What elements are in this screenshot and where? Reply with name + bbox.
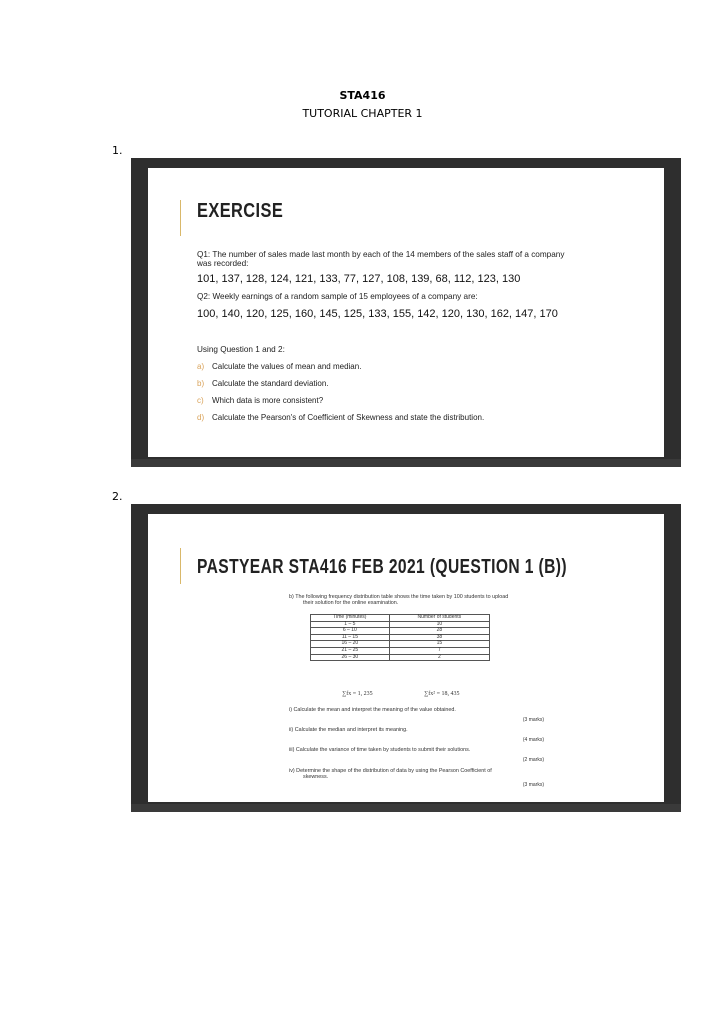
task-bullet: b)	[197, 379, 205, 388]
part-ii-marks: (4 marks)	[522, 737, 544, 743]
q2-intro: Q2: Weekly earnings of a random sample of 15 employees of a company are:	[197, 292, 478, 301]
table-cell: 28	[389, 628, 489, 635]
sum-fx2: ∑fx² = 18, 435	[424, 691, 460, 697]
table-header: Time (minutes)	[311, 615, 390, 622]
accent-line	[180, 200, 181, 236]
part-i-text: i) Calculate the mean and interpret the meaning of the value obtained.	[289, 707, 456, 713]
part-iv-marks: (3 marks)	[522, 782, 544, 788]
slide-heading: PASTYEAR STA416 FEB 2021 (QUESTION 1 (B))	[197, 556, 567, 578]
slide-2	[148, 514, 664, 802]
table-cell: 26 – 30	[311, 654, 390, 661]
table-cell: 15	[389, 641, 489, 648]
q1-intro-cont: was recorded:	[197, 259, 249, 268]
task-item	[197, 396, 323, 405]
task-bullet: c)	[197, 396, 204, 405]
slide-toolbar	[131, 804, 681, 812]
task-text: Calculate the values of mean and median.	[212, 362, 362, 371]
task-text: Calculate the Pearson's of Coefficient of Skewness and state the distribution.	[212, 413, 485, 422]
q1-data: 101, 137, 128, 124, 121, 133, 77, 127, 108, 139, 68, 112, 123, 130	[197, 273, 521, 285]
task-bullet: d)	[197, 413, 205, 422]
task-text: Calculate the standard deviation.	[212, 379, 329, 388]
table-header-row	[311, 615, 490, 622]
using-text: Using Question 1 and 2:	[197, 345, 285, 354]
document-title: STA416	[339, 89, 386, 102]
table-row	[311, 621, 490, 628]
part-iii-marks: (2 marks)	[522, 757, 544, 763]
document-subtitle: TUTORIAL CHAPTER 1	[302, 107, 423, 120]
table-cell: 16 – 20	[311, 641, 390, 648]
part-ii-text: ii) Calculate the median and interpret its meaning.	[289, 727, 408, 733]
task-item	[197, 379, 329, 388]
task-bullet: a)	[197, 362, 205, 371]
slide-1	[148, 168, 664, 457]
table-header: Number of students	[389, 615, 489, 622]
table-row	[311, 628, 490, 635]
table-row	[311, 634, 490, 641]
part-iv-text-cont: skewness.	[303, 774, 329, 780]
slide-frame-2	[131, 504, 681, 812]
q1-intro: Q1: The number of sales made last month by each of the 14 members of the sales staff of a company	[197, 250, 565, 259]
q2-data: 100, 140, 120, 125, 160, 145, 125, 133, 155, 142, 120, 130, 162, 147, 170	[197, 308, 558, 320]
part-iv-text: iv) Determine the shape of the distribution of data by using the Pearson Coefficient of	[289, 768, 492, 774]
part-i-marks: (3 marks)	[522, 717, 544, 723]
slide-toolbar	[131, 459, 681, 467]
table-cell: 6 – 10	[311, 628, 390, 635]
accent-line	[180, 548, 181, 584]
intro-line-1: b) The following frequency distribution table shows the time taken by 100 students to upload	[289, 594, 509, 600]
table-cell: 1 – 5	[311, 621, 390, 628]
item-number-2: 2.	[112, 490, 123, 503]
table-cell: 11 – 15	[311, 634, 390, 641]
table-cell: 2	[389, 654, 489, 661]
table-cell: 10	[389, 621, 489, 628]
task-text: Which data is more consistent?	[212, 396, 324, 405]
table-cell: 7	[389, 647, 489, 654]
frequency-table	[310, 614, 490, 661]
table-row	[311, 647, 490, 654]
table-row	[311, 641, 490, 648]
task-item	[197, 413, 484, 422]
slide-heading: EXERCISE	[197, 200, 284, 222]
item-number-1: 1.	[112, 144, 123, 157]
table-row	[311, 654, 490, 661]
part-iii-text: iii) Calculate the variance of time taken by students to submit their solutions.	[289, 747, 471, 753]
task-item	[197, 362, 361, 371]
intro-line-2: their solution for the online examination.	[303, 600, 399, 606]
table-cell: 21 – 25	[311, 647, 390, 654]
sum-fx: ∑fx = 1, 235	[342, 691, 373, 697]
slide-frame-1	[131, 158, 681, 467]
table-cell: 38	[389, 634, 489, 641]
